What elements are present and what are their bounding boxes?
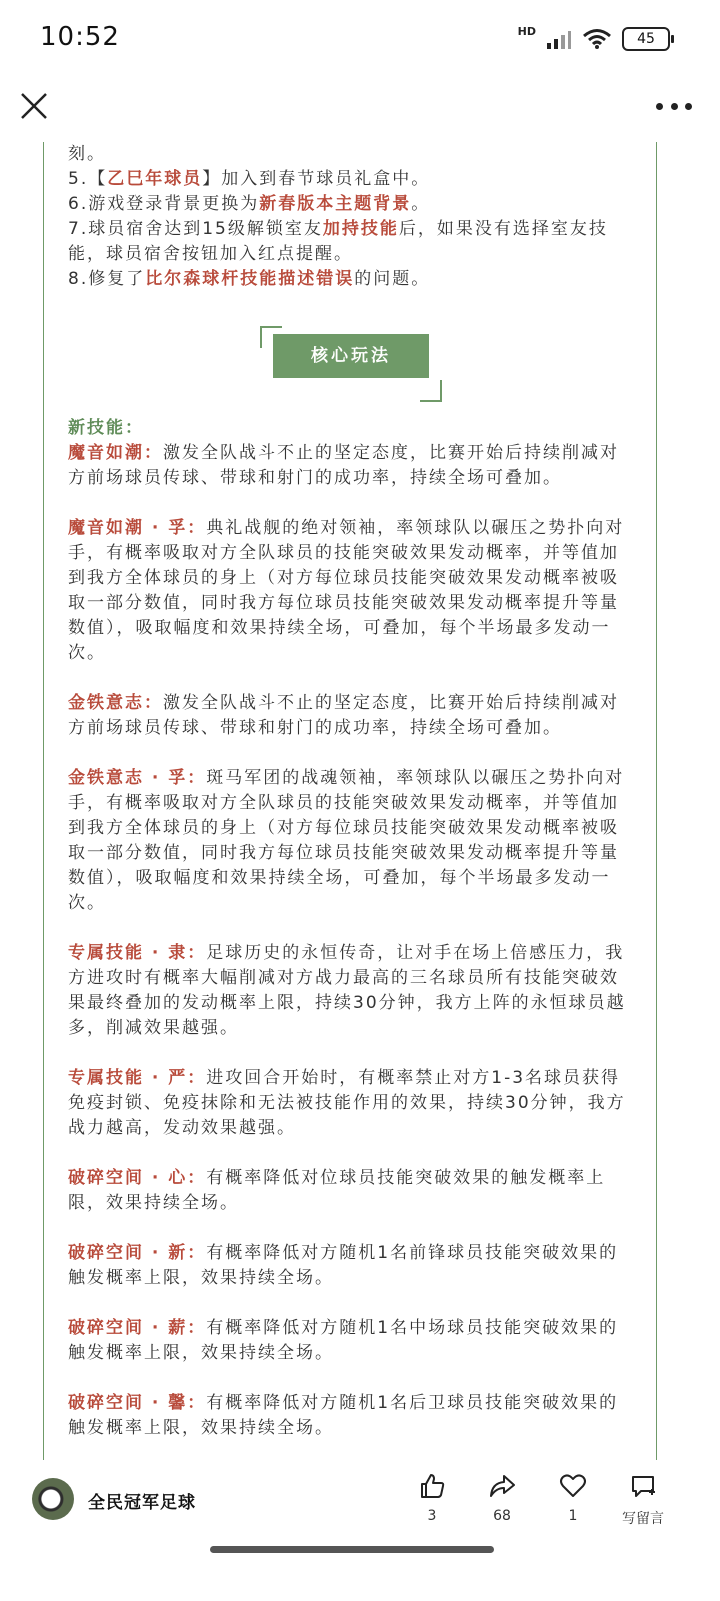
skill-paragraph [68, 766, 634, 916]
corner-decoration [420, 380, 442, 402]
list-text: 刻。 [68, 144, 106, 164]
list-item-8 [68, 267, 634, 292]
battery-level: 45 [637, 31, 655, 47]
list-text: 。 [411, 194, 431, 214]
list-item [68, 142, 634, 167]
skill-desc: 典礼战舰的绝对领袖，率领球队以碾压之势扑向对手，有概率吸取对方全队球员的技能突破效果发动概率，并等值加到我方全体球员的身上（对方每位球员技能突破效果发动概率被吸取一部分数值，同时我方每位球员技能突破效果发动概率提升等量数值），吸取幅度和效果持续全场，可叠加，每个半场最多发动一次。 [68, 518, 625, 663]
close-button[interactable] [18, 90, 50, 122]
article-frame [43, 142, 657, 1460]
share-button[interactable] [467, 1472, 537, 1524]
skill-desc: 激发全队战斗不止的坚定态度，比赛开始后持续削减对方前场球员传球、带球和射门的成功率，持续全场可叠加。 [68, 443, 619, 488]
top-nav-bar [0, 78, 720, 142]
skill-paragraph [68, 1241, 634, 1291]
share-icon [488, 1472, 516, 1500]
like-count: 3 [427, 1508, 437, 1524]
favorite-count: 1 [568, 1508, 578, 1524]
list-text: 7.球员宿舍达到15级解锁室友 [68, 219, 323, 239]
article-content [68, 142, 634, 1460]
list-item-5 [68, 167, 634, 192]
skill-desc: 有概率降低对位球员技能突破效果的触发概率上限，效果持续全场。 [68, 1168, 606, 1213]
skill-name: 破碎空间 · 馨： [68, 1393, 207, 1413]
thumbs-up-icon [418, 1472, 446, 1500]
network-type-label: HD [517, 24, 536, 38]
status-icons [518, 24, 670, 54]
like-button[interactable] [397, 1472, 467, 1524]
section-header [266, 334, 436, 394]
skill-paragraph [68, 1391, 634, 1441]
label-text: 新技能： [68, 418, 144, 438]
skill-name: 专属技能 · 严： [68, 1068, 207, 1088]
highlight-text: 比尔森球杆技能描述错误 [145, 269, 355, 289]
home-indicator[interactable] [210, 1546, 494, 1553]
wifi-icon [582, 28, 612, 50]
skill-paragraph [68, 941, 634, 1041]
skill-desc: 有概率降低对方随机1名后卫球员技能突破效果的触发概率上限，效果持续全场。 [68, 1393, 619, 1438]
skill-paragraph [68, 691, 634, 741]
list-text: 6.游戏登录背景更换为 [68, 194, 260, 214]
account-name[interactable]: 全民冠军足球 [88, 1493, 196, 1513]
battery-indicator [622, 27, 670, 51]
skill-desc: 有概率降低对方随机1名中场球员技能突破效果的触发概率上限，效果持续全场。 [68, 1318, 619, 1363]
skill-name: 专属技能 · 隶： [68, 943, 207, 963]
skill-name: 金铁意志 · 孚： [68, 768, 207, 788]
close-icon [18, 90, 50, 122]
list-item-6 [68, 192, 634, 217]
skill-name: 魔音如潮： [68, 443, 163, 463]
skill-desc: 进攻回合开始时，有概率禁止对方1-3名球员获得免疫封锁、免疫抹除和无法被技能作用的效果，持续30分钟，我方战力越高，发动效果越强。 [68, 1068, 626, 1138]
skill-desc: 斑马军团的战魂领袖，率领球队以碾压之势扑向对手，有概率吸取对方全队球员的技能突破效果发动概率，并等值加到我方全体球员的身上（对方每位球员技能突破效果发动概率被吸取一部分数值，同时我方每位球员技能突破效果发动概率提升等量数值），吸取幅度和效果持续全场，可叠加，每个半场最多发动一次。 [68, 768, 625, 913]
corner-decoration [260, 326, 282, 348]
list-text: 的问题。 [354, 269, 431, 289]
skill-paragraph [68, 1166, 634, 1216]
list-item-7 [68, 217, 634, 267]
list-text: 5.【 [68, 169, 108, 189]
new-skills-label [68, 416, 634, 441]
more-button[interactable] [656, 94, 692, 118]
skill-name: 破碎空间 · 新： [68, 1243, 207, 1263]
more-icon-dot [685, 103, 692, 110]
comment-button[interactable] [608, 1472, 678, 1528]
list-text: 后，如果没有选择室友技能，球员宿舍按钮加入红点提醒。 [68, 219, 608, 264]
skill-name: 破碎空间 · 心： [68, 1168, 207, 1188]
highlight-text: 加持技能 [322, 219, 399, 239]
skill-desc: 足球历史的永恒传奇，让对手在场上倍感压力，我方进攻时有概率大幅削减对方战力最高的三名球员所有技能突破效果最终叠加的发动概率上限，持续30分钟，我方上阵的永恒球员越多，削减效果越强。 [68, 943, 626, 1038]
signal-icon [546, 28, 572, 50]
skill-paragraph [68, 1316, 634, 1366]
skill-name: 破碎空间 · 薪： [68, 1318, 207, 1338]
account-avatar[interactable] [32, 1478, 74, 1520]
skill-desc: 激发全队战斗不止的坚定态度，比赛开始后持续削减对方前场球员传球、带球和射门的成功率，持续全场可叠加。 [68, 693, 619, 738]
bottom-action-bar [0, 1460, 720, 1601]
highlight-text: 乙巳年球员 [107, 169, 203, 189]
highlight-text: 新春版本主题背景 [259, 194, 412, 214]
skill-paragraph [68, 1066, 634, 1141]
heart-icon [559, 1472, 587, 1500]
section-title: 核心玩法 [273, 334, 429, 378]
skill-paragraph [68, 516, 634, 666]
comment-label: 写留言 [622, 1511, 664, 1527]
skill-paragraph [68, 441, 634, 491]
list-text: 8.修复了 [68, 269, 146, 289]
favorite-button[interactable] [538, 1472, 608, 1524]
share-count: 68 [493, 1508, 511, 1524]
status-time: 10:52 [40, 22, 120, 52]
skill-desc: 有概率降低对方随机1名前锋球员技能突破效果的触发概率上限，效果持续全场。 [68, 1243, 619, 1288]
status-bar [0, 0, 720, 78]
more-icon-dot [671, 103, 678, 110]
list-text: 】加入到春节球员礼盒中。 [202, 169, 431, 189]
skill-name: 金铁意志： [68, 693, 163, 713]
comment-icon [629, 1472, 657, 1500]
skill-name: 魔音如潮 · 孚： [68, 518, 207, 538]
more-icon [656, 103, 663, 110]
